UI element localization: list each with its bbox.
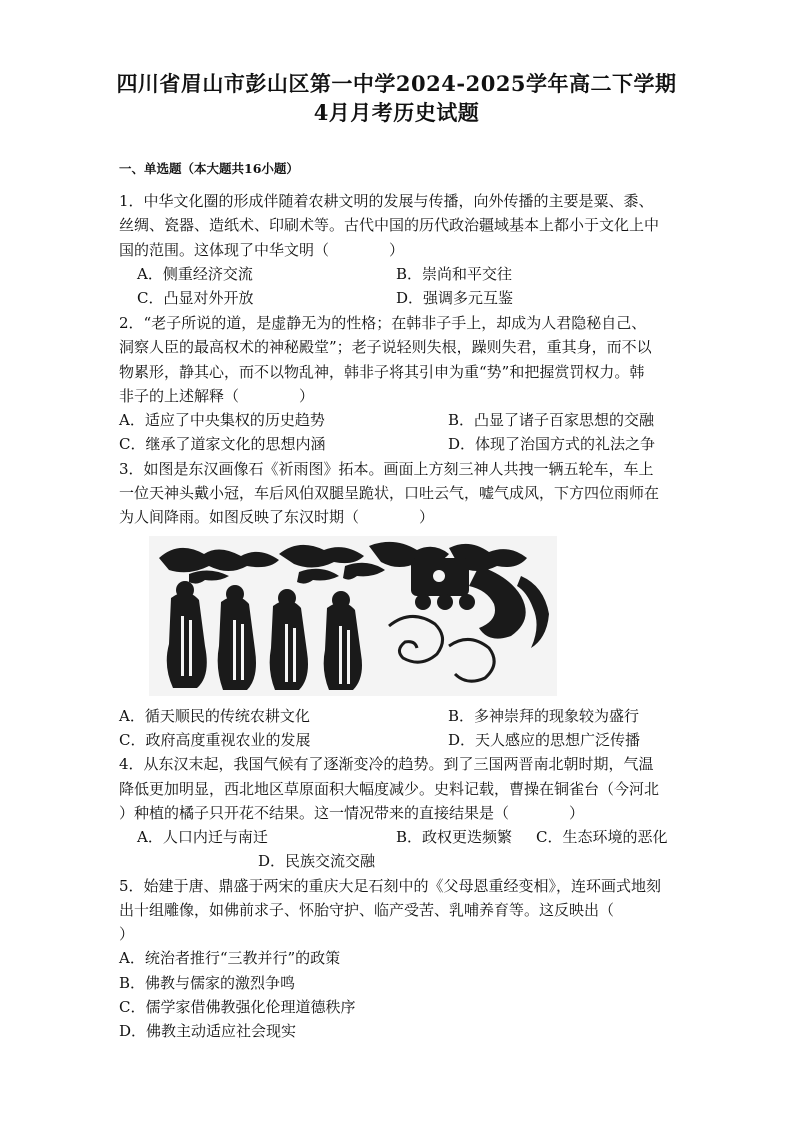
question-stem-line: 1．中华文化圈的形成伴随着农耕文明的发展与传播，向外传播的主要是粟、黍、 xyxy=(119,192,654,210)
option-a: A．人口内迁与南迁 xyxy=(137,828,268,846)
option-a: A．侧重经济交流 xyxy=(137,265,253,283)
question-stem-line: 3．如图是东汉画像石《祈雨图》拓本。画面上方刻三神人共拽一辆五轮车，车上 xyxy=(119,460,654,478)
option-d: D．体现了治国方式的礼法之争 xyxy=(448,435,656,453)
document-title-line-2: 4月月考历史试题 xyxy=(313,100,480,125)
option-a: A．适应了中央集权的历史趋势 xyxy=(119,411,325,429)
question-stem-line: 5．始建于唐、鼎盛于两宋的重庆大足石刻中的《父母恩重经变相》，连环画式地刻 xyxy=(119,877,662,895)
option-c: C．儒学家借佛教强化伦理道德秩序 xyxy=(119,998,356,1016)
question-stem-line: 4．从东汉末起，我国气候有了逐渐变冷的趋势。到了三国两晋南北朝时期，气温 xyxy=(119,755,654,773)
option-b: B．多神崇拜的现象较为盛行 xyxy=(448,707,640,725)
question-stem-line: 国的范围。这体现了中华文明（ ） xyxy=(119,241,405,259)
question-stem-line: 丝绸、瓷器、造纸术、印刷术等。古代中国的历代政治疆域基本上都小于文化上中 xyxy=(119,216,660,234)
question-stem-line: 一位天神头戴小冠，车后风伯双腿呈跪状，口吐云气，嘘气成风，下方四位雨师在 xyxy=(119,484,660,502)
question-stem-line: 2．“老子所说的道，是虚静无为的性格；在韩非子手上，却成为人君隐秘自己、 xyxy=(119,314,647,332)
option-d: D．佛教主动适应社会现实 xyxy=(119,1022,297,1040)
option-c: C．继承了道家文化的思想内涵 xyxy=(119,435,326,453)
document-title-line-1: 四川省眉山市彭山区第一中学2024-2025学年高二下学期 xyxy=(116,71,677,96)
option-b: B．崇尚和平交往 xyxy=(396,265,513,283)
option-a: A．统治者推行“三教并行”的政策 xyxy=(119,949,341,967)
question-stem-line: 降低更加明显，西北地区草原面积大幅度减少。史料记载，曹操在铜雀台（今河北 xyxy=(119,780,660,798)
option-b: B．佛教与儒家的激烈争鸣 xyxy=(119,974,296,992)
option-b: B．政权更迭频繁 xyxy=(396,828,513,846)
option-c: C．政府高度重视农业的发展 xyxy=(119,731,311,749)
question-stem-line: 出十组雕像，如佛前求子、怀胎守护、临产受苦、乳哺养育等。这反映出（ xyxy=(119,901,615,919)
question-stem-line: 为人间降雨。如图反映了东汉时期（ ） xyxy=(119,508,435,526)
option-c: C．生态环境的恶化 xyxy=(536,828,668,846)
option-d: D．民族交流交融 xyxy=(258,852,376,870)
option-a: A．循天顺民的传统农耕文化 xyxy=(119,707,310,725)
question-stem-line: 洞察人臣的最高权术的神秘殿堂”；老子说轻则失根，躁则失君，重其身，而不以 xyxy=(119,338,652,356)
option-d: D．强调多元互鉴 xyxy=(396,289,514,307)
question-stem-line: 物累形，静其心，而不以物乱神，韩非子将其引申为重“势”和把握赏罚权力。韩 xyxy=(119,363,645,381)
rain-prayer-relief-rubbing-image xyxy=(149,536,557,696)
question-stem-line: ） xyxy=(119,925,135,943)
option-c: C．凸显对外开放 xyxy=(137,289,254,307)
question-stem-line: ）种植的橘子只开花不结果。这一情况带来的直接结果是（ ） xyxy=(119,804,585,822)
option-b: B．凸显了诸子百家思想的交融 xyxy=(448,411,655,429)
section-heading: 一、单选题（本大题共16小题） xyxy=(119,161,299,176)
option-d: D．天人感应的思想广泛传播 xyxy=(448,731,641,749)
question-stem-line: 非子的上述解释（ ） xyxy=(119,387,315,405)
